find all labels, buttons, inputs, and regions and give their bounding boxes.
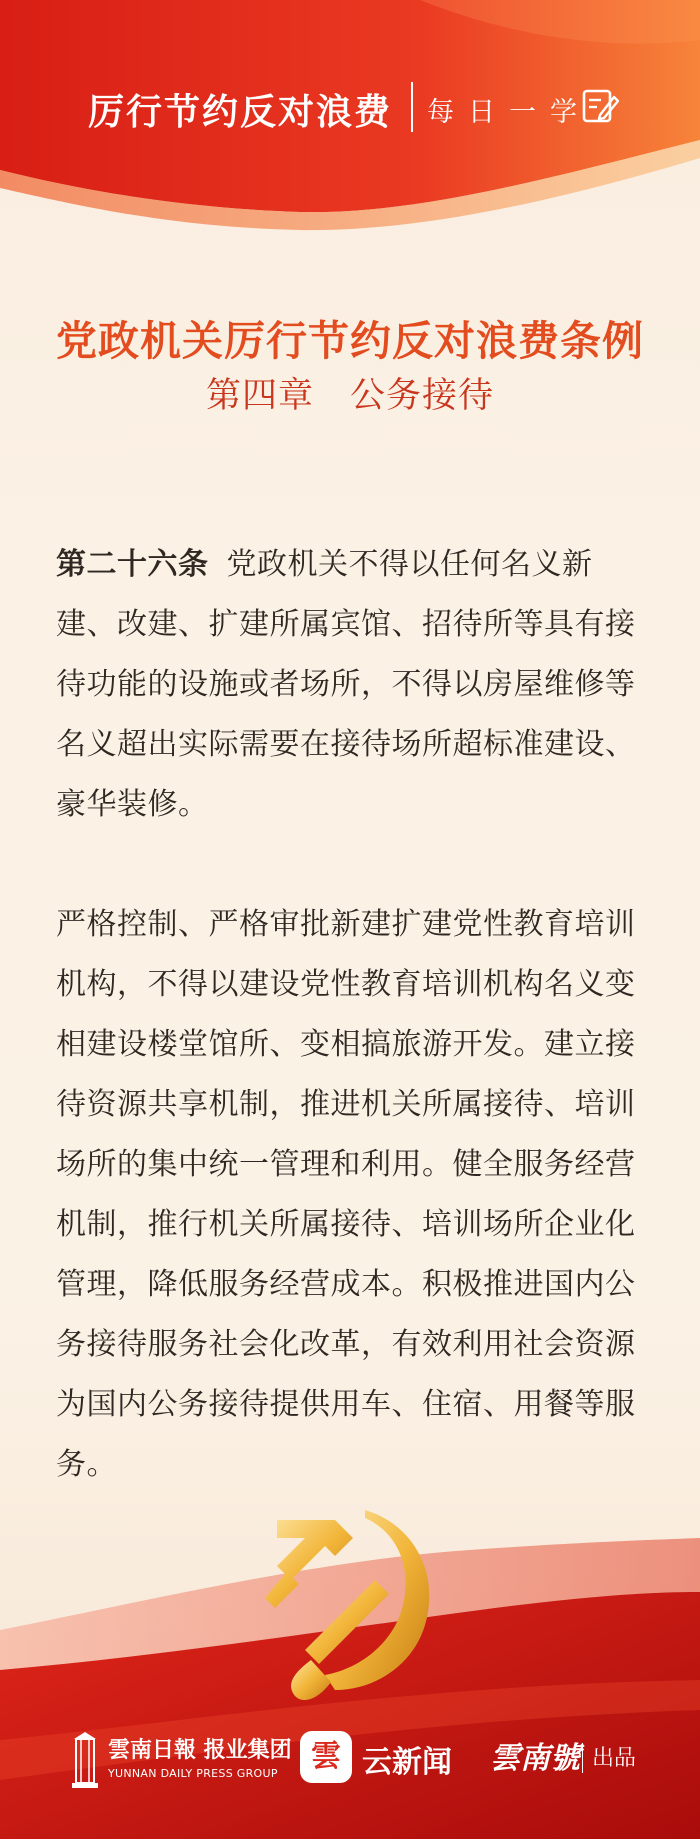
ynrb-name: 雲南日報 报业集团: [108, 1737, 292, 1763]
paragraph-gap: [56, 835, 652, 895]
edit-icon: [580, 86, 620, 126]
ynrb-english-name: YUNNAN DAILY PRESS GROUP: [108, 1767, 278, 1780]
main-title: 党政机关厉行节约反对浪费条例: [56, 317, 644, 365]
banner-title: 厉行节约反对浪费: [88, 91, 393, 133]
banner-divider: [411, 82, 413, 132]
ynrb-logo: [68, 1727, 292, 1797]
chapter-title: 第四章 公务接待: [205, 376, 494, 416]
press-building-icon: [68, 1731, 102, 1791]
produced-by-label: 出品: [592, 1746, 637, 1771]
article-label: 第二十六条: [56, 547, 209, 582]
footer-logos: [0, 1715, 700, 1805]
ynh-logo: 雲南號: [490, 1741, 580, 1776]
yxw-logo: [300, 1731, 470, 1791]
article-paragraph-1: [56, 535, 652, 835]
article-body: [56, 535, 652, 1495]
banner-subtitle: 每日一学: [427, 97, 591, 128]
yxw-name: 云新闻: [362, 1745, 452, 1780]
footer-divider: [582, 1743, 583, 1773]
article-text-1: 党政机关不得以任何名义新建、改建、扩建所属宾馆、招待所等具有接待功能的设施或者场所，不得以房屋维修等名义超出实际需要在接待场所超标准建设、豪华装修。: [56, 547, 636, 822]
yxw-badge: 雲: [300, 1731, 352, 1783]
top-banner: [0, 0, 700, 250]
article-paragraph-2: 严格控制、严格审批新建扩建党性教育培训机构，不得以建设党性教育培训机构名义变相建设楼堂馆所、变相搞旅游开发。建立接待资源共享机制，推进机关所属接待、培训场所的集中统一管理和利用。健全服务经营机制，推行机关所属接待、培训场所企业化管理，降低服务经营成本。积极推进国内公务接待服务社会化改革，有效利用社会资源为国内公务接待提供用车、住宿、用餐等服务。: [56, 907, 636, 1482]
